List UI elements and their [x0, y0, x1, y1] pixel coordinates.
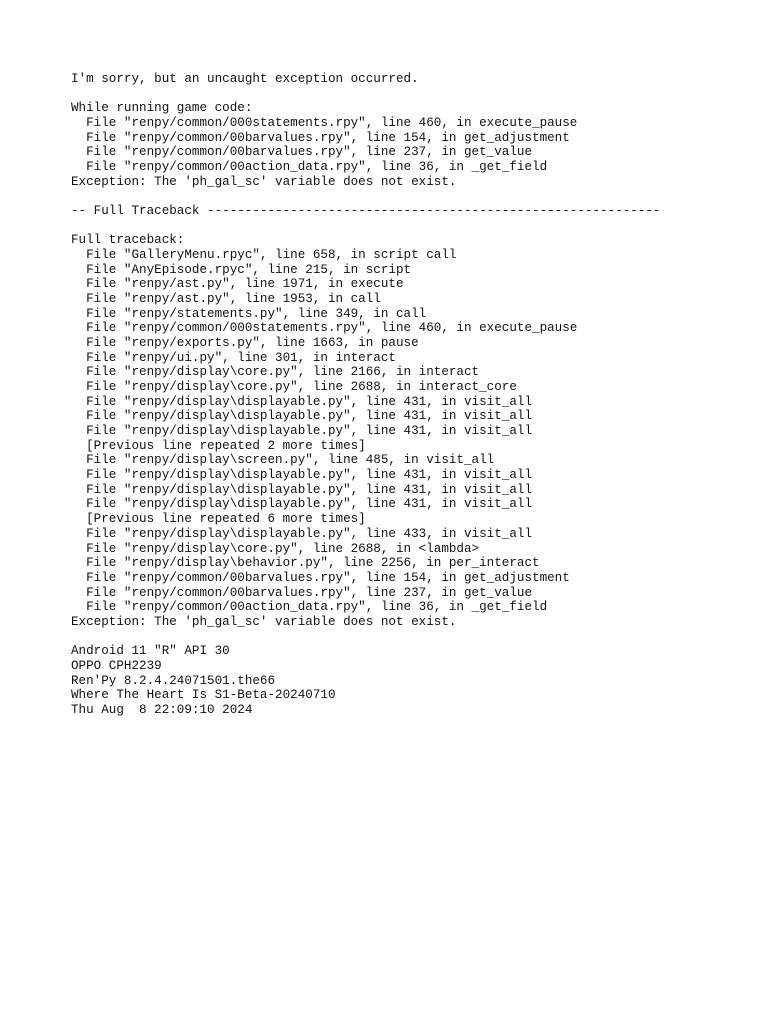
traceback-line: File "renpy/display\core.py", line 2688, in <lambda>: [71, 541, 480, 556]
traceback-line: File "renpy/common/00barvalues.rpy", line 237, in get_value: [71, 585, 533, 600]
full-traceback: [71, 233, 761, 629]
traceback-line: File "renpy/display\core.py", line 2688, in interact_core: [71, 380, 517, 395]
full-traceback-exception: Exception: The 'ph_gal_sc' variable does not exist.: [71, 614, 457, 629]
traceback-line: File "renpy/common/000statements.rpy", line 460, in execute_pause: [71, 321, 578, 336]
traceback-line: File "AnyEpisode.rpyc", line 215, in script: [71, 262, 412, 277]
traceback-line: File "renpy/display\displayable.py", line 431, in visit_all: [71, 394, 533, 409]
traceback-line: File "renpy/display\displayable.py", line 431, in visit_all: [71, 497, 533, 512]
spacer: [71, 87, 761, 102]
traceback-line: File "renpy/ast.py", line 1953, in call: [71, 292, 381, 307]
traceback-line: File "renpy/display\displayable.py", line 431, in visit_all: [71, 468, 533, 483]
error-intro: I'm sorry, but an uncaught exception occurred.: [71, 72, 419, 86]
traceback-line: File "renpy/display\displayable.py", line 431, in visit_all: [71, 424, 533, 439]
system-info-line: Thu Aug 8 22:09:10 2024: [71, 702, 253, 717]
full-traceback-header: Full traceback:: [71, 233, 185, 248]
error-report: [71, 72, 761, 718]
traceback-line: File "renpy/statements.py", line 349, in call: [71, 306, 427, 321]
traceback-line: File "GalleryMenu.rpyc", line 658, in script call: [71, 248, 457, 263]
traceback-line: File "renpy/common/00barvalues.rpy", line 154, in get_adjustment: [71, 570, 570, 585]
traceback-line: File "renpy/display\displayable.py", line 431, in visit_all: [71, 482, 533, 497]
full-traceback-divider: -- Full Traceback ------------------------------------------------------------: [71, 204, 661, 219]
short-traceback-header: While running game code:: [71, 101, 253, 116]
traceback-line: File "renpy/common/000statements.rpy", line 460, in execute_pause: [71, 116, 578, 131]
short-traceback-exception: Exception: The 'ph_gal_sc' variable does not exist.: [71, 174, 457, 189]
system-info-line: Android 11 "R" API 30: [71, 644, 230, 659]
traceback-line: File "renpy/display\displayable.py", line 433, in visit_all: [71, 526, 533, 541]
traceback-line: [Previous line repeated 2 more times]: [71, 438, 366, 453]
short-traceback: [71, 101, 761, 189]
traceback-line: File "renpy/display\core.py", line 2166, in interact: [71, 365, 480, 380]
spacer: [71, 630, 761, 645]
traceback-line: File "renpy/display\displayable.py", line 431, in visit_all: [71, 409, 533, 424]
traceback-line: File "renpy/common/00barvalues.rpy", line 154, in get_adjustment: [71, 130, 570, 145]
spacer: [71, 189, 761, 204]
short-traceback-lines: [71, 116, 761, 175]
traceback-line: File "renpy/ui.py", line 301, in interact: [71, 350, 396, 365]
traceback-line: File "renpy/ast.py", line 1971, in execute: [71, 277, 404, 292]
traceback-line: File "renpy/exports.py", line 1663, in pause: [71, 336, 419, 351]
system-info: [71, 644, 761, 717]
traceback-line: File "renpy/common/00action_data.rpy", line 36, in _get_field: [71, 160, 548, 175]
full-traceback-lines: [71, 248, 761, 615]
system-info-line: Where The Heart Is S1-Beta-20240710: [71, 688, 336, 703]
spacer: [71, 219, 761, 234]
traceback-line: File "renpy/display\behavior.py", line 2256, in per_interact: [71, 556, 540, 571]
system-info-line: Ren'Py 8.2.4.24071501.the66: [71, 673, 276, 688]
traceback-line: [Previous line repeated 6 more times]: [71, 512, 366, 527]
traceback-line: File "renpy/common/00barvalues.rpy", line 237, in get_value: [71, 145, 533, 160]
traceback-line: File "renpy/display\screen.py", line 485, in visit_all: [71, 453, 495, 468]
system-info-line: OPPO CPH2239: [71, 658, 162, 673]
traceback-line: File "renpy/common/00action_data.rpy", line 36, in _get_field: [71, 600, 548, 615]
